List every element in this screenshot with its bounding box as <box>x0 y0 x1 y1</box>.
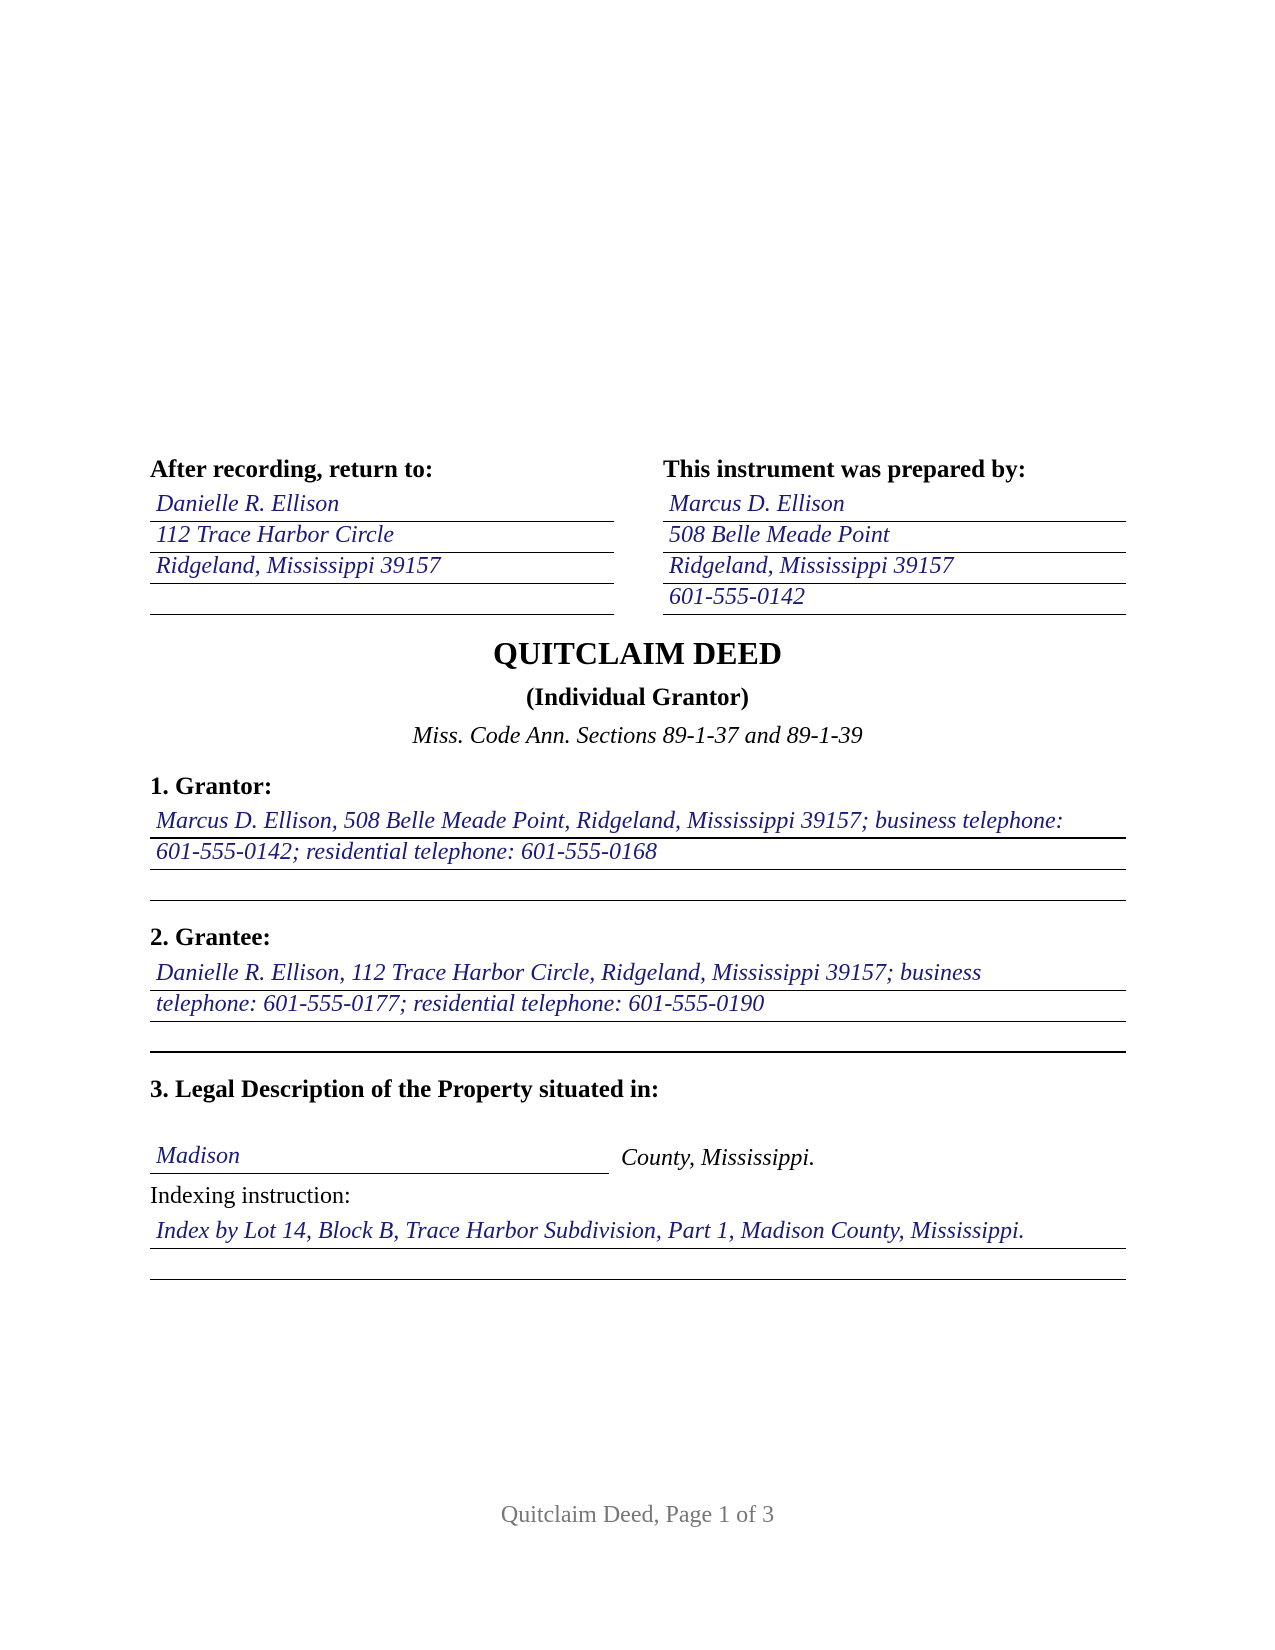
indexing-instruction-label: Indexing instruction: <box>150 1183 351 1209</box>
return-to-extra-field[interactable] <box>150 584 614 615</box>
grantor-line-3[interactable] <box>150 870 1126 901</box>
prepared-by-name-field[interactable]: Marcus D. Ellison <box>663 491 1126 522</box>
grantor-line-2[interactable]: 601-555-0142; residential telephone: 601-555-0168 <box>150 839 1126 870</box>
grantor-heading: 1. Grantor: <box>150 773 273 800</box>
county-suffix-text: County, Mississippi. <box>621 1145 816 1171</box>
indexing-instruction-line-2[interactable] <box>150 1249 1126 1280</box>
return-to-street-field[interactable]: 112 Trace Harbor Circle <box>150 522 614 553</box>
return-to-name-field[interactable]: Danielle R. Ellison <box>150 491 614 522</box>
grantee-line-3[interactable] <box>150 1022 1126 1053</box>
county-field[interactable]: Madison <box>150 1143 609 1174</box>
statute-citation: Miss. Code Ann. Sections 89-1-37 and 89-1-39 <box>412 723 863 749</box>
return-to-heading: After recording, return to: <box>150 456 434 483</box>
page-footer: Quitclaim Deed, Page 1 of 3 <box>500 1502 775 1528</box>
prepared-by-heading: This instrument was prepared by: <box>663 456 1027 483</box>
grantee-line-2[interactable]: telephone: 601-555-0177; residential telephone: 601-555-0190 <box>150 991 1126 1022</box>
return-to-city-field[interactable]: Ridgeland, Mississippi 39157 <box>150 553 614 584</box>
grantee-line-1[interactable]: Danielle R. Ellison, 112 Trace Harbor Circle, Ridgeland, Mississippi 39157; business <box>150 960 1126 991</box>
indexing-instruction-line-1[interactable]: Index by Lot 14, Block B, Trace Harbor Subdivision, Part 1, Madison County, Mississippi. <box>150 1218 1126 1249</box>
document-subtitle: (Individual Grantor) <box>526 684 749 711</box>
prepared-by-city-field[interactable]: Ridgeland, Mississippi 39157 <box>663 553 1126 584</box>
legal-description-heading: 3. Legal Description of the Property situated in: <box>150 1076 660 1103</box>
grantor-line-1[interactable]: Marcus D. Ellison, 508 Belle Meade Point, Ridgeland, Mississippi 39157; business telephone: <box>150 808 1126 839</box>
grantee-heading: 2. Grantee: <box>150 924 271 951</box>
prepared-by-phone-field[interactable]: 601-555-0142 <box>663 584 1126 615</box>
prepared-by-street-field[interactable]: 508 Belle Meade Point <box>663 522 1126 553</box>
document-title: QUITCLAIM DEED <box>493 635 782 671</box>
